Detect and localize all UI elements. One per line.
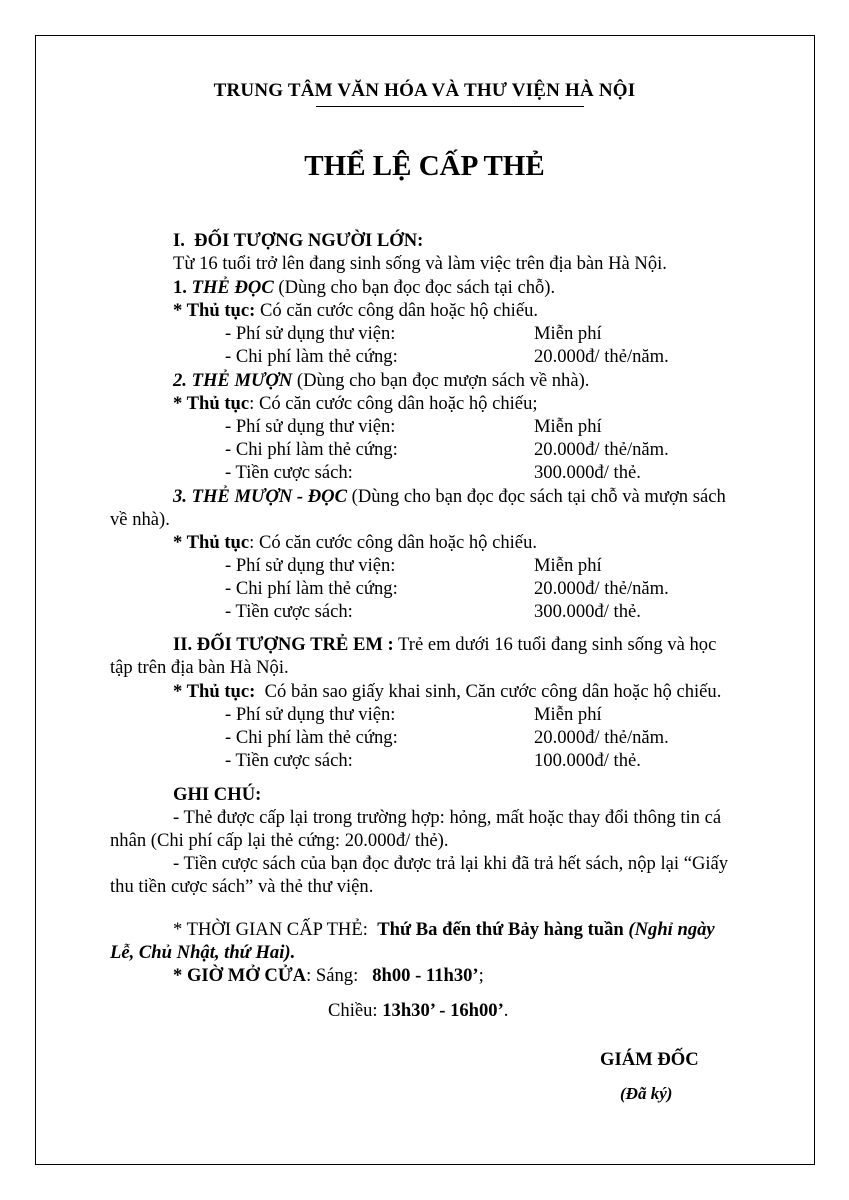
document-title: THỂ LỆ CẤP THẺ	[304, 150, 545, 182]
issue-time-label: * THỜI GIAN CẤP THẺ	[173, 919, 363, 940]
card-read-number: 1.	[173, 277, 192, 298]
procedure-label: Thủ tục	[186, 532, 250, 553]
afternoon-hours: 13h30’ - 16h00’	[382, 1000, 504, 1021]
procedure-label: * Thủ tục:	[173, 681, 256, 702]
section-children-text: Trẻ em dưới 16 tuổi đang sinh sống và học	[393, 634, 717, 655]
note-1-line-1: - Thẻ được cấp lại trong trường hợp: hỏng, mất hoặc thay đổi thông tin cá	[173, 807, 722, 828]
note-2-line-1: - Tiền cược sách của bạn đọc được trả lại khi đã trả hết sách, nộp lại “Giấy	[173, 853, 729, 874]
issue-days: Thứ Ba đến thứ Bảy hàng tuần	[377, 919, 629, 940]
issue-closed-note-cont: Lễ, Chủ Nhật, thứ Hai).	[110, 942, 296, 963]
card-read-line	[173, 276, 555, 300]
organization-underline	[316, 106, 584, 107]
card-cost-label: - Chi phí làm thẻ cứng:	[225, 439, 398, 460]
procedure-star: *	[173, 532, 187, 553]
card-cost-value: 20.000đ/ thẻ/năm.	[534, 578, 669, 599]
fee-label: - Phí sử dụng thư viện:	[225, 704, 396, 725]
procedure-label: Thủ tục	[186, 393, 250, 414]
organization-name: TRUNG TÂM VĂN HÓA VÀ THƯ VIỆN HÀ NỘI	[213, 80, 636, 101]
signature-status: (Đã ký)	[620, 1084, 673, 1103]
morning-label: : Sáng:	[306, 965, 373, 986]
card-read-name: THẺ ĐỌC	[191, 277, 274, 298]
fee-label: - Phí sử dụng thư viện:	[225, 323, 396, 344]
issue-time-line	[173, 918, 715, 942]
note-2-line-2: thu tiền cược sách” và thẻ thư viện.	[110, 876, 374, 897]
page-border	[35, 35, 815, 1165]
card-both-desc: (Dùng cho bạn đọc đọc sách tại chỗ và mượn sách	[347, 486, 726, 507]
card-read-desc: (Dùng cho bạn đọc đọc sách tại chỗ).	[273, 277, 556, 298]
deposit-value: 300.000đ/ thẻ.	[534, 462, 641, 483]
opening-hours-label: * GIỜ MỞ CỬA	[173, 965, 307, 986]
morning-end: ;	[478, 965, 484, 986]
signature-role: GIÁM ĐỐC	[600, 1049, 699, 1070]
card-cost-label: - Chi phí làm thẻ cứng:	[225, 346, 398, 367]
morning-hours: 8h00 - 11h30’	[372, 965, 479, 986]
fee-value: Miễn phí	[534, 555, 602, 576]
card-borrow-procedure	[173, 392, 538, 416]
section-adults-intro: Từ 16 tuổi trở lên đang sinh sống và làm việc trên địa bàn Hà Nội.	[173, 253, 667, 274]
section-children-text-cont: tập trên địa bàn Hà Nội.	[110, 657, 289, 678]
card-both-name: 3. THẺ MƯỢN - ĐỌC	[173, 486, 348, 507]
card-both-desc-cont: về nhà).	[110, 509, 170, 530]
procedure-text: Có căn cước công dân hoặc hộ chiếu.	[255, 300, 539, 321]
children-procedure	[173, 680, 721, 704]
deposit-value: 300.000đ/ thẻ.	[534, 601, 641, 622]
fee-value: Miễn phí	[534, 704, 602, 725]
afternoon-end: .	[503, 1000, 509, 1021]
deposit-label: - Tiền cược sách:	[225, 462, 353, 483]
card-cost-label: - Chi phí làm thẻ cứng:	[225, 727, 398, 748]
card-cost-value: 20.000đ/ thẻ/năm.	[534, 346, 669, 367]
issue-time-sep: :	[362, 919, 378, 940]
section-children-heading: II. ĐỐI TƯỢNG TRẺ EM :	[173, 634, 394, 655]
issue-closed-note: (Nghỉ ngày	[628, 919, 715, 940]
procedure-label: * Thủ tục:	[173, 300, 256, 321]
card-borrow-desc: (Dùng cho bạn đọc mượn sách về nhà).	[292, 370, 590, 391]
section-children-line	[173, 633, 716, 657]
notes-heading: GHI CHÚ:	[173, 784, 262, 805]
card-both-procedure	[173, 531, 537, 555]
fee-value: Miễn phí	[534, 416, 602, 437]
card-borrow-line	[173, 369, 589, 393]
afternoon-line	[328, 999, 508, 1023]
procedure-text: : Có căn cước công dân hoặc hộ chiếu.	[249, 532, 538, 553]
deposit-label: - Tiền cược sách:	[225, 601, 353, 622]
deposit-label: - Tiền cược sách:	[225, 750, 353, 771]
fee-value: Miễn phí	[534, 323, 602, 344]
procedure-text: : Có căn cước công dân hoặc hộ chiếu;	[249, 393, 538, 414]
opening-hours-line	[173, 964, 484, 988]
afternoon-label: Chiều:	[328, 1000, 383, 1021]
card-cost-label: - Chi phí làm thẻ cứng:	[225, 578, 398, 599]
card-read-procedure	[173, 299, 538, 323]
procedure-text: Có bản sao giấy khai sinh, Căn cước công dân hoặc hộ chiếu.	[255, 681, 722, 702]
note-1-line-2: nhân (Chi phí cấp lại thẻ cứng: 20.000đ/ thẻ).	[110, 830, 449, 851]
procedure-star: *	[173, 393, 187, 414]
deposit-value: 100.000đ/ thẻ.	[534, 750, 641, 771]
fee-label: - Phí sử dụng thư viện:	[225, 416, 396, 437]
card-cost-value: 20.000đ/ thẻ/năm.	[534, 439, 669, 460]
section-adults-heading: I. ĐỐI TƯỢNG NGƯỜI LỚN:	[173, 230, 424, 251]
card-borrow-name: 2. THẺ MƯỢN	[173, 370, 293, 391]
card-both-line	[173, 485, 726, 509]
card-cost-value: 20.000đ/ thẻ/năm.	[534, 727, 669, 748]
fee-label: - Phí sử dụng thư viện:	[225, 555, 396, 576]
